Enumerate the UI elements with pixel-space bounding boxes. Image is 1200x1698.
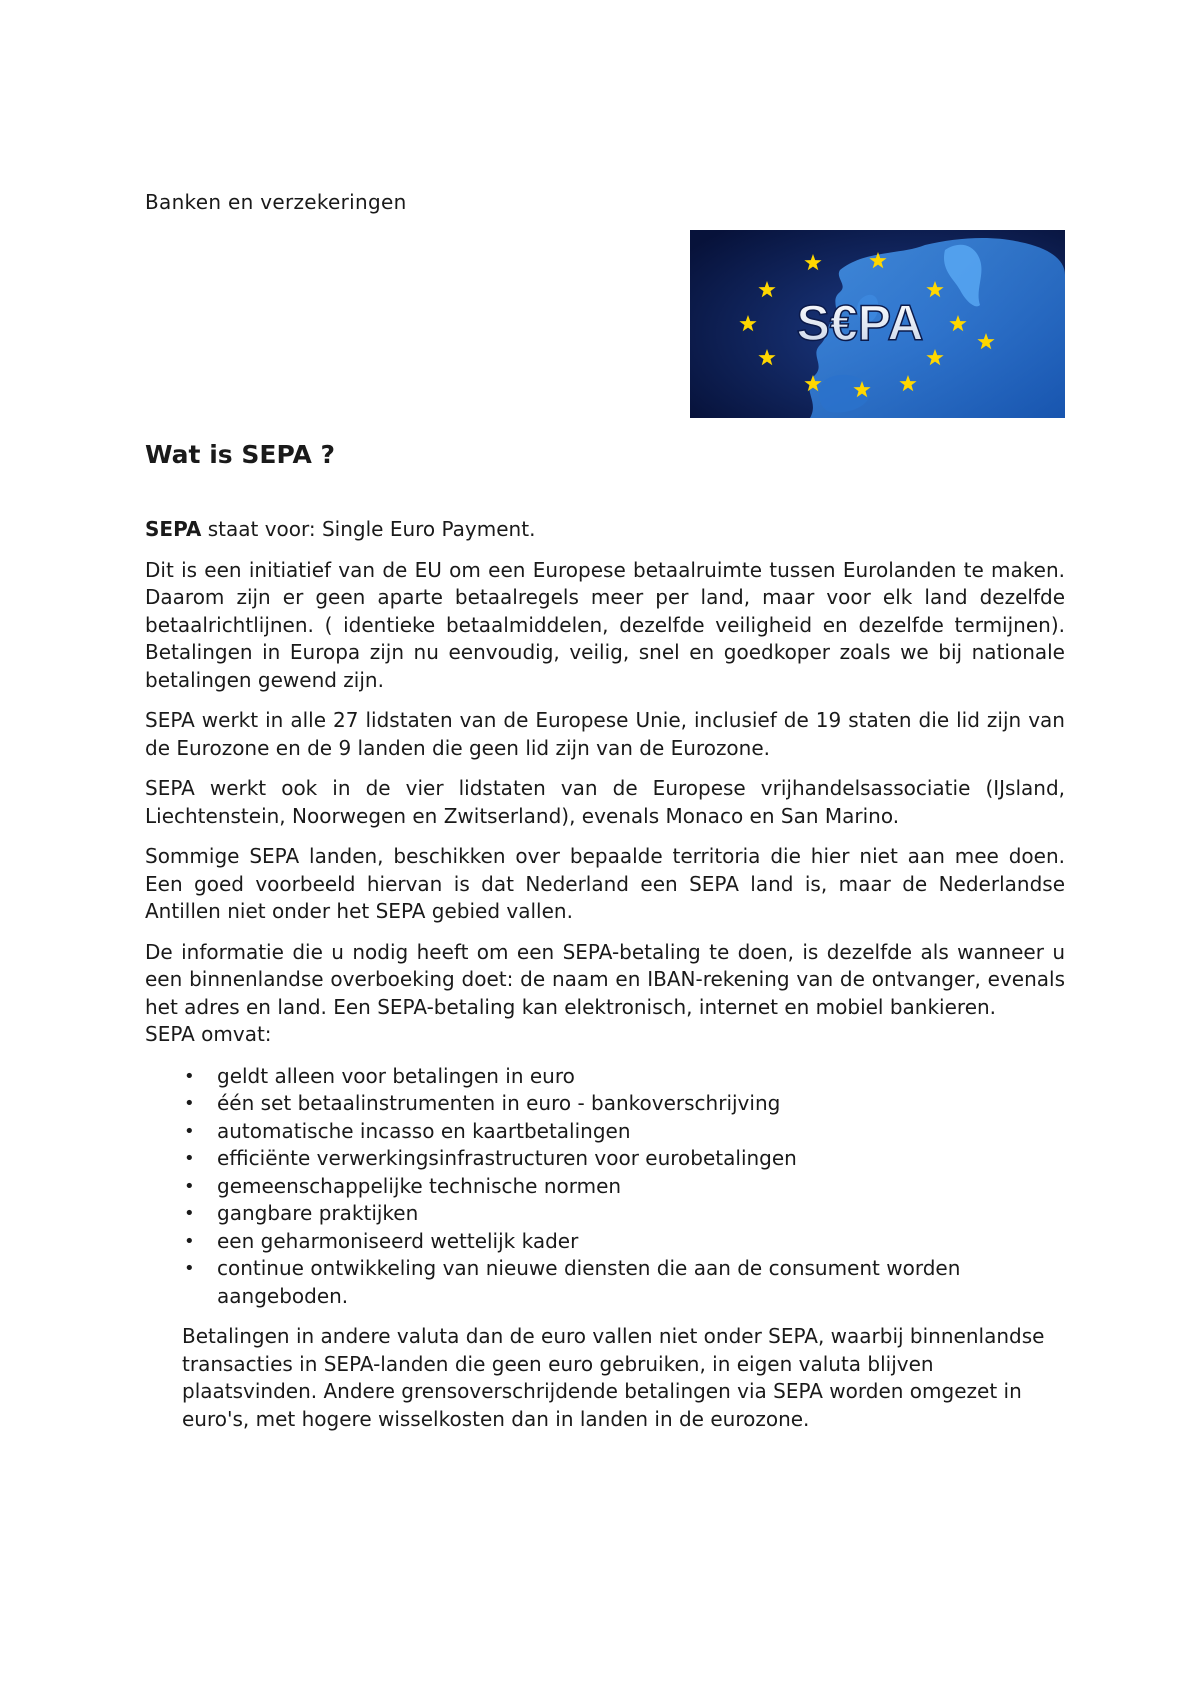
bullet-icon: • [184, 1093, 195, 1114]
list-item [184, 1228, 1065, 1256]
intro-definition: staat voor: Single Euro Payment. [201, 517, 536, 541]
document-subject: Banken en verzekeringen [145, 190, 407, 214]
section-heading: Wat is SEPA ? [145, 440, 336, 469]
list-item-text: efficiënte verwerkingsinfrastructuren voor eurobetalingen [217, 1146, 797, 1170]
list-item [184, 1255, 1065, 1310]
list-item [184, 1118, 1065, 1146]
paragraph: Sommige SEPA landen, beschikken over bepaalde territoria die hier niet aan mee doen. Een goed voorbeeld hiervan is dat Nederland een SEPA land is, maar de Nederlandse Antillen niet onder het SEPA gebied vallen. [145, 844, 1065, 923]
sepa-logo [690, 230, 1065, 418]
intro-paragraph [145, 516, 1065, 544]
bullet-icon: • [184, 1230, 195, 1252]
list-item [184, 1173, 1065, 1201]
list-item [184, 1145, 1065, 1173]
list-item-text: continue ontwikkeling van nieuwe diensten die aan de consument worden aangeboden. [217, 1256, 961, 1308]
list-item-text: een geharmoniseerd wettelijk kader [217, 1228, 579, 1253]
list-item-text: gangbare praktijken [217, 1201, 419, 1225]
list-item [184, 1090, 1065, 1118]
bullet-icon: • [184, 1203, 195, 1224]
document-page [145, 0, 1065, 1698]
sepa-features-list [145, 1063, 1065, 1311]
list-item [184, 1200, 1065, 1228]
list-item-text: automatische incasso en kaartbetalingen [217, 1118, 631, 1143]
paragraph: SEPA werkt ook in de vier lidstaten van de Europese vrijhandelsassociatie (IJsland, Liechtenstein, Noorwegen en Zwitserland), evenals Monaco en San Marino. [145, 776, 1065, 828]
intro-term: SEPA [145, 517, 202, 541]
list-item-text: geldt alleen voor betalingen in euro [217, 1063, 575, 1088]
bullet-icon: • [184, 1175, 195, 1197]
bullet-icon: • [184, 1120, 195, 1142]
sepa-logo-text: S€PA [796, 295, 924, 351]
document-body [145, 516, 1065, 1433]
list-item-text: gemeenschappelijke technische normen [217, 1173, 622, 1198]
closing-paragraph: Betalingen in andere valuta dan de euro vallen niet onder SEPA, waarbij binnenlandse transacties in SEPA-landen die geen euro gebruiken, in eigen valuta blijven plaatsvinden. Andere grensoverschrijdende betalingen via SEPA worden omgezet in euro's, met hogere wisselkosten dan in landen in de eurozone. [182, 1324, 1045, 1431]
paragraph: SEPA werkt in alle 27 lidstaten van de Europese Unie, inclusief de 19 staten die lid zijn van de Eurozone en de 9 landen die geen lid zijn van de Eurozone. [145, 708, 1065, 760]
paragraph: De informatie die u nodig heeft om een SEPA-betaling te doen, is dezelfde als wanneer u een binnenlandse overboeking doet: de naam en IBAN-rekening van de ontvanger, evenals het adres en land. Een SEPA-betaling kan elektronisch, internet en mobiel bankieren. [145, 939, 1065, 1019]
list-intro: SEPA omvat: [145, 1022, 272, 1046]
list-item [184, 1063, 1065, 1091]
bullet-icon: • [184, 1258, 195, 1279]
bullet-icon: • [184, 1065, 195, 1087]
paragraph: Dit is een initiatief van de EU om een Europese betaalruimte tussen Eurolanden te maken. Daarom zijn er geen aparte betaalregels meer per land, maar voor elk land dezelfde betaalrichtlijnen. ( identieke betaalmiddelen, dezelfde veiligheid en dezelfde termijnen). Betalingen in Europa zijn nu eenvoudig, veilig, snel en goedkoper zoals we bij nationale betalingen gewend zijn. [145, 557, 1065, 692]
bullet-icon: • [184, 1148, 195, 1169]
list-item-text: één set betaalinstrumenten in euro - bankoverschrijving [217, 1091, 781, 1115]
